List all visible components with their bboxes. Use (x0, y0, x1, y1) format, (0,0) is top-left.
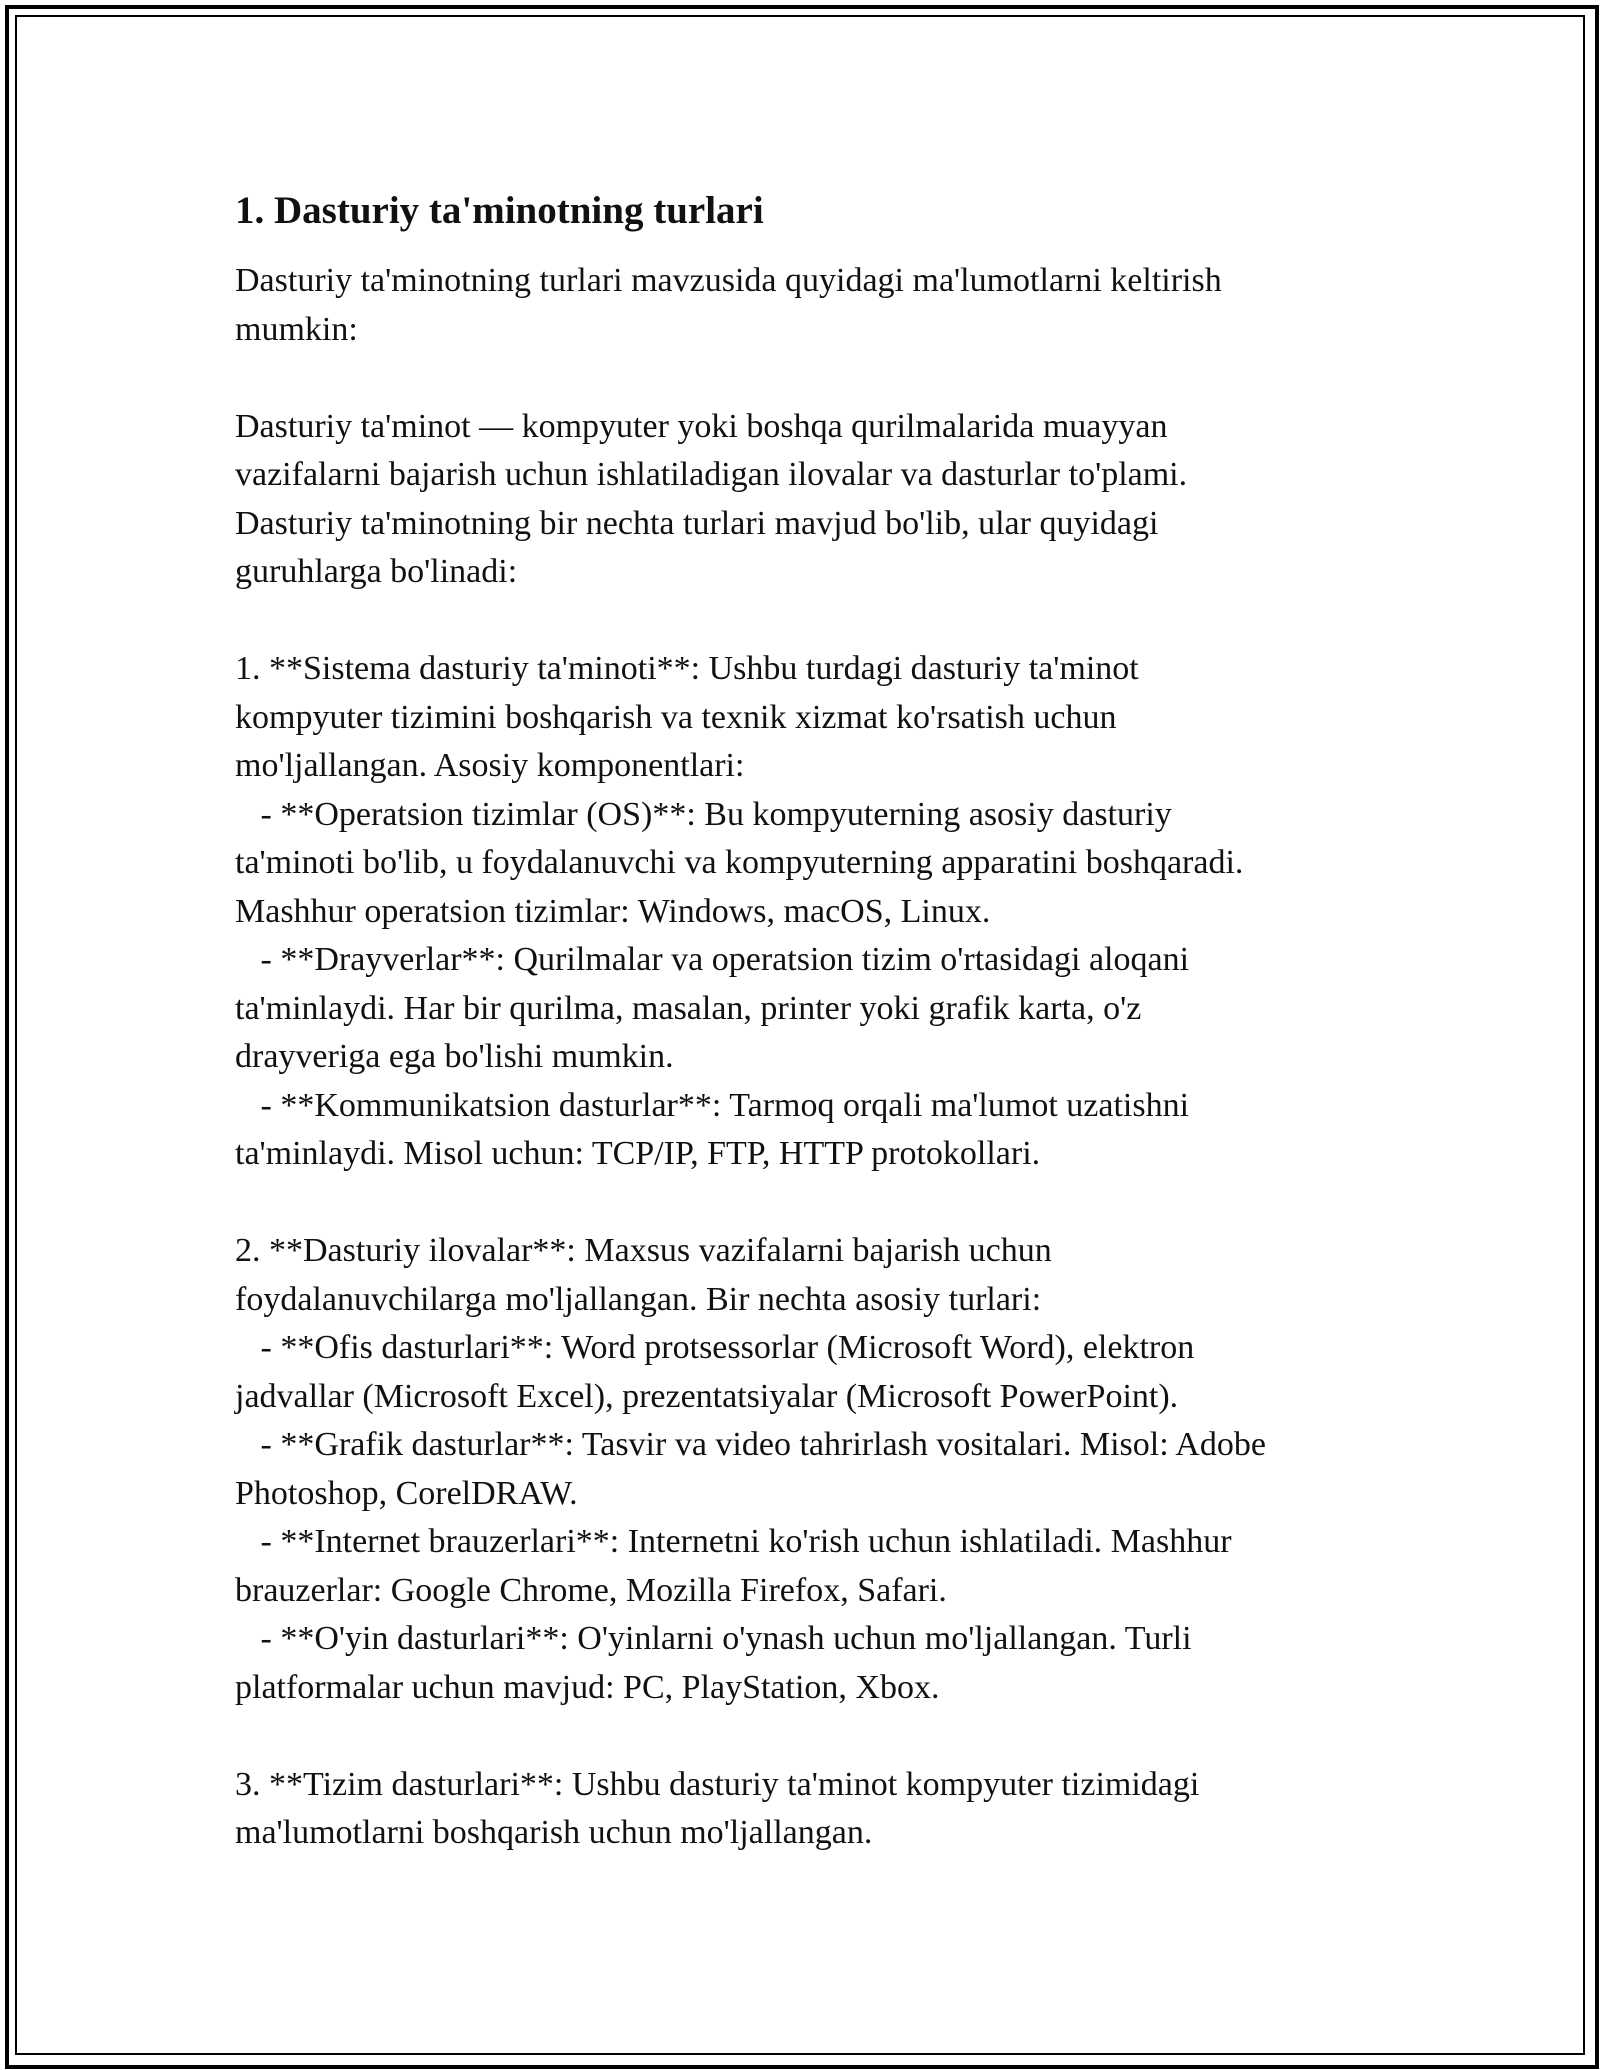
text-line: - **Internet brauzerlari**: Internetni ko'rish uchun ishlatiladi. Mashhur (235, 1523, 1232, 1560)
text-line: foydalanuvchilarga mo'ljallangan. Bir nechta asosiy turlari: (235, 1280, 1042, 1318)
definition-paragraph (235, 403, 1365, 597)
text-line: mo'ljallangan. Asosiy komponentlari: (235, 747, 745, 784)
document-body (235, 185, 1365, 1906)
text-line: mumkin: (235, 310, 358, 348)
applications-paragraph (235, 1227, 1365, 1712)
text-line: 1. **Sistema dasturiy ta'minoti**: Ushbu turdagi dasturiy ta'minot (235, 650, 1139, 687)
text-line: brauzerlar: Google Chrome, Mozilla Firefox, Safari. (235, 1571, 947, 1609)
text-line: Dasturiy ta'minotning turlari mavzusida quyidagi ma'lumotlarni keltirish (235, 262, 1222, 299)
text-line: guruhlarga bo'linadi: (235, 553, 518, 590)
text-line: kompyuter tizimini boshqarish va texnik xizmat ko'rsatish uchun (235, 698, 1117, 736)
text-line: Dasturiy ta'minotning bir nechta turlari mavjud bo'lib, ular quyidagi (235, 504, 1159, 542)
text-line: 2. **Dasturiy ilovalar**: Maxsus vazifalarni bajarish uchun (235, 1232, 1052, 1269)
text-line: ta'minlaydi. Misol uchun: TCP/IP, FTP, HTTP protokollari. (235, 1135, 1041, 1172)
text-line: - **Kommunikatsion dasturlar**: Tarmoq orqali ma'lumot uzatishni (235, 1086, 1190, 1124)
text-line: - **Operatsion tizimlar (OS)**: Bu kompyuterning asosiy dasturiy (235, 795, 1172, 833)
system-software-paragraph (235, 645, 1365, 1179)
text-line: ma'lumotlarni boshqarish uchun mo'ljallangan. (235, 1814, 873, 1851)
text-line: ta'minlaydi. Har bir qurilma, masalan, printer yoki grafik karta, o'z (235, 989, 1142, 1027)
section-heading: 1. Dasturiy ta'minotning turlari (235, 189, 764, 232)
text-line: Dasturiy ta'minot — kompyuter yoki boshqa qurilmalarida muayyan (235, 407, 1168, 445)
text-line: - **Grafik dasturlar**: Tasvir va video tahrirlash vositalari. Misol: Adobe (235, 1426, 1266, 1463)
text-line: ta'minoti bo'lib, u foydalanuvchi va kompyuterning apparatini boshqaradi. (235, 844, 1244, 881)
text-line: drayveriga ega bo'lishi mumkin. (235, 1038, 674, 1075)
text-line: Photoshop, CorelDRAW. (235, 1474, 578, 1512)
text-line: 3. **Tizim dasturlari**: Ushbu dasturiy ta'minot kompyuter tizimidagi (235, 1765, 1200, 1803)
system-programs-paragraph (235, 1761, 1365, 1858)
text-line: - **Ofis dasturlari**: Word protsessorlar (Microsoft Word), elektron (235, 1329, 1195, 1366)
text-line: - **Drayverlar**: Qurilmalar va operatsion tizim o'rtasidagi aloqani (235, 941, 1190, 978)
text-line: - **O'yin dasturlari**: O'yinlarni o'ynash uchun mo'ljallangan. Turli (235, 1620, 1192, 1657)
text-line: platformalar uchun mavjud: PC, PlayStation, Xbox. (235, 1668, 940, 1706)
text-line: vazifalarni bajarish uchun ishlatiladigan ilovalar va dasturlar to'plami. (235, 456, 1188, 493)
intro-paragraph (235, 257, 1365, 354)
text-line: Mashhur operatsion tizimlar: Windows, macOS, Linux. (235, 892, 991, 930)
text-line: jadvallar (Microsoft Excel), prezentatsiyalar (Microsoft PowerPoint). (235, 1377, 1179, 1415)
